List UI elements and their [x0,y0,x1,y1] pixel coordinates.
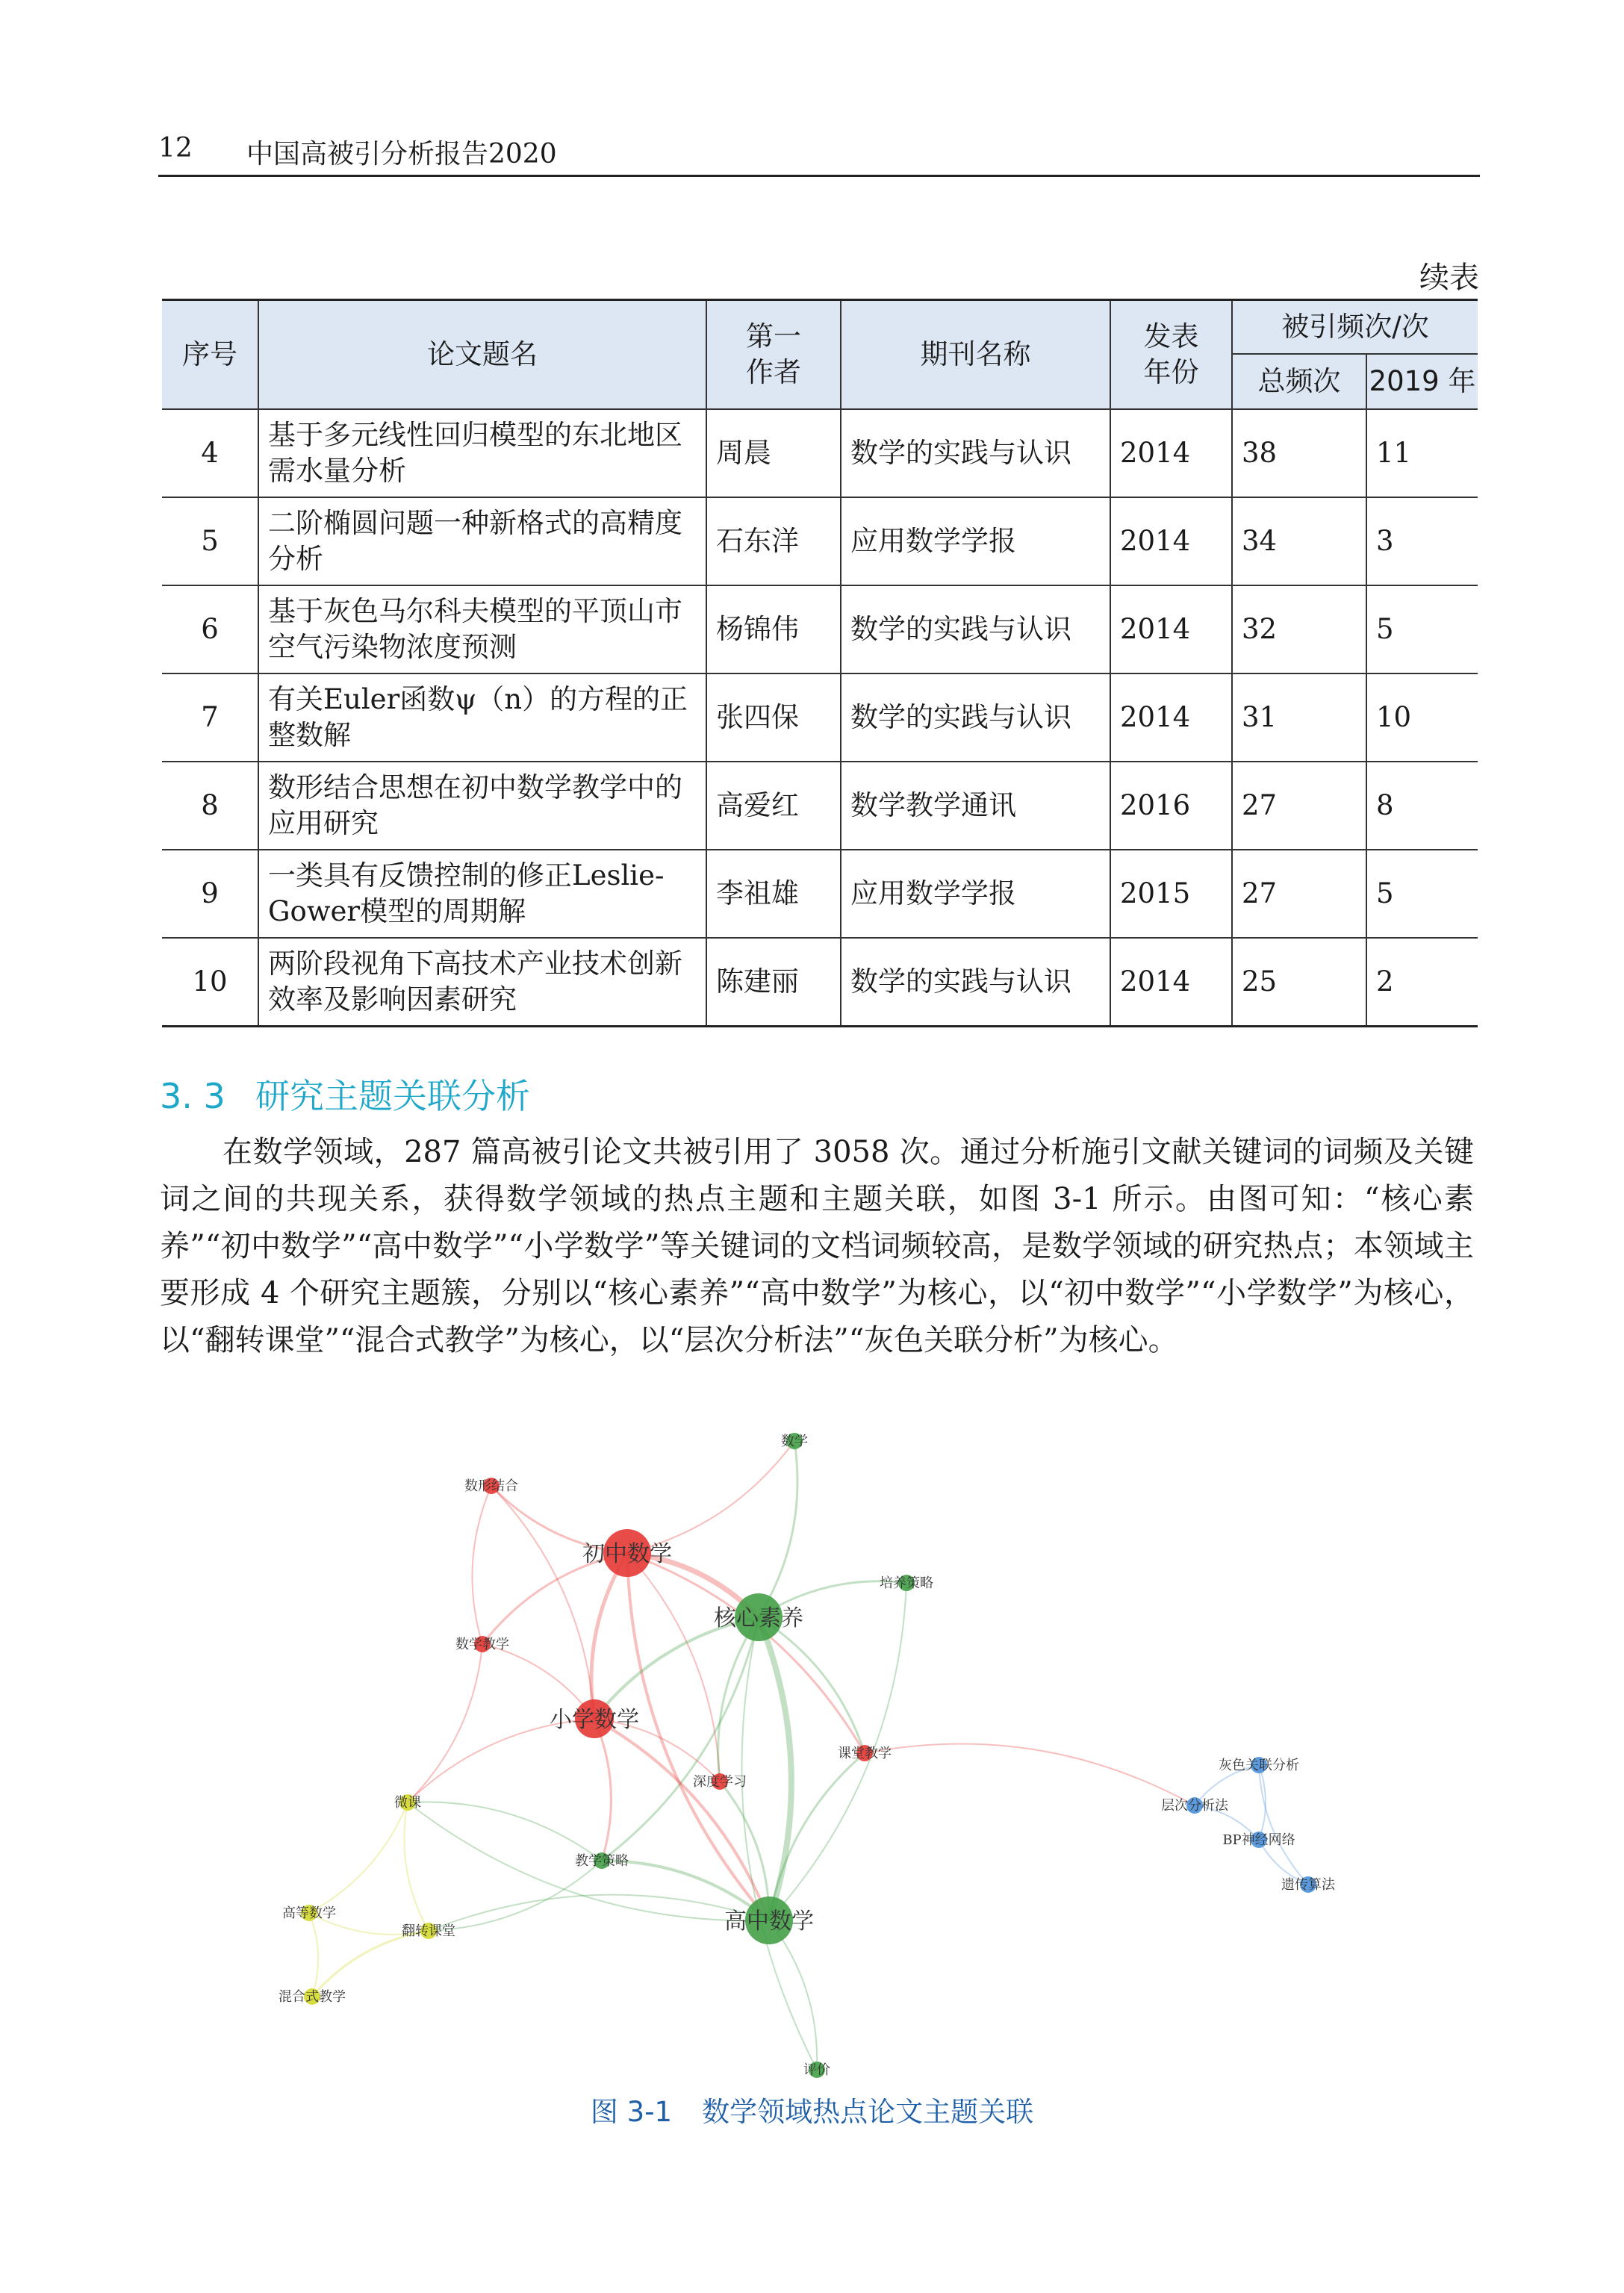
network-node-label: BP神经网络 [1222,1832,1295,1848]
cell-title: 一类具有反馈控制的修正Leslie-Gower模型的周期解 [258,850,706,938]
figure-caption [0,2089,1624,2129]
network-node-label: 遗传算法 [1281,1877,1335,1893]
citation-table [162,299,1478,1027]
network-edge [627,1441,794,1553]
header-year: 发表年份 [1110,300,1232,410]
cell-title: 两阶段视角下高技术产业技术创新效率及影响因素研究 [258,938,706,1027]
page-header [158,133,1480,177]
network-edge [309,1802,408,1913]
network-node-label: 高等数学 [282,1905,336,1921]
network-edge [472,1486,491,1644]
cell-author: 石东洋 [706,497,841,585]
page-number: 12 [158,133,193,164]
cell-journal: 数学的实践与认识 [841,409,1110,497]
running-title: 中国高被引分析报告2020 [246,139,557,169]
cell-author: 张四保 [706,673,841,762]
cell-author: 周晨 [706,409,841,497]
cell-author: 杨锦伟 [706,585,841,673]
network-node-label: 初中数学 [582,1541,672,1567]
table-row [162,409,1478,497]
network-edge [591,1553,627,1719]
cell-journal: 数学的实践与认识 [841,673,1110,762]
cell-journal: 应用数学学报 [841,850,1110,938]
header-journal: 期刊名称 [841,300,1110,410]
figure-caption-title: 数学领域热点论文主题关联 [702,2096,1034,2128]
cell-total: 27 [1232,850,1366,938]
network-node-label: 评价 [803,2062,830,2078]
network-node-label: 翻转课堂 [402,1923,455,1939]
cell-year: 2014 [1110,497,1232,585]
cell-year: 2014 [1110,938,1232,1027]
cell-journal: 数学的实践与认识 [841,585,1110,673]
cell-title: 基于灰色马尔科夫模型的平顶山市空气污染物浓度预测 [258,585,706,673]
header-title: 论文题名 [258,300,706,410]
network-node-label: 高中数学 [724,1908,814,1935]
cell-index: 7 [162,673,258,762]
network-edge [865,1744,1195,1805]
cell-index: 10 [162,938,258,1027]
header-author: 第一作者 [706,300,841,410]
network-node-label: 层次分析法 [1161,1798,1228,1814]
cell-year: 2014 [1110,673,1232,762]
network-node-label: 混合式教学 [279,1989,346,2005]
cell-author: 高爱红 [706,762,841,850]
network-nodes [279,1433,1336,2078]
cell-y2019: 11 [1366,409,1478,497]
cell-journal: 数学教学通讯 [841,762,1110,850]
header-total: 总频次 [1232,354,1366,409]
network-edge [759,1617,865,1753]
header-2019: 2019 年 [1366,354,1478,409]
cell-author: 陈建丽 [706,938,841,1027]
table-header-row [162,300,1478,355]
cell-total: 32 [1232,585,1366,673]
header-citations-group: 被引频次/次 [1232,300,1478,355]
network-node-label: 培养策略 [880,1575,933,1591]
network-node-label: 数学 [781,1434,808,1449]
network-edge [769,1753,865,1920]
network-edge [408,1644,482,1802]
network-edge [1259,1765,1308,1885]
cell-year: 2014 [1110,585,1232,673]
section-number: 3. 3 [160,1076,225,1116]
network-node-label: 数学教学 [455,1637,509,1652]
cell-y2019: 8 [1366,762,1478,850]
cell-author: 李祖雄 [706,850,841,938]
table-continued-label: 续表 [1419,261,1479,295]
cell-y2019: 3 [1366,497,1478,585]
table-row [162,497,1478,585]
cell-title: 基于多元线性回归模型的东北地区需水量分析 [258,409,706,497]
cell-y2019: 5 [1366,850,1478,938]
cell-total: 38 [1232,409,1366,497]
cell-journal: 数学的实践与认识 [841,938,1110,1027]
network-node-label: 数形结合 [464,1478,518,1494]
table-row [162,938,1478,1027]
network-node-label: 灰色关联分析 [1219,1758,1299,1773]
cell-y2019: 10 [1366,673,1478,762]
network-edge [404,1802,429,1931]
network-edge [309,1913,318,1997]
network-node-label: 教学策略 [575,1853,629,1869]
network-node-label: 深度学习 [693,1774,747,1790]
cell-index: 6 [162,585,258,673]
network-edge [594,1719,611,1861]
network-edges [309,1441,1308,2070]
network-node-label: 核心素养 [714,1605,803,1631]
cell-title: 有关Euler函数ψ（n）的方程的正整数解 [258,673,706,762]
cell-total: 34 [1232,497,1366,585]
cell-y2019: 5 [1366,585,1478,673]
figure-caption-label: 图 3-1 [590,2096,673,2128]
section-title: 研究主题关联分析 [255,1076,530,1116]
network-edge [312,1931,429,1997]
cell-title: 数形结合思想在初中数学教学中的应用研究 [258,762,706,850]
cell-index: 8 [162,762,258,850]
network-node-label: 小学数学 [550,1707,639,1733]
network-edge [491,1486,594,1719]
table-row [162,673,1478,762]
header-index: 序号 [162,300,258,410]
network-edge [627,1553,865,1753]
cell-index: 9 [162,850,258,938]
table-row [162,850,1478,938]
keyword-network-graph [246,1411,1366,2083]
network-edge [408,1802,602,1861]
network-edge [759,1441,797,1617]
cell-index: 5 [162,497,258,585]
network-node-label: 课堂教学 [838,1746,892,1761]
network-node-label: 微课 [394,1795,421,1811]
cell-total: 25 [1232,938,1366,1027]
cell-total: 27 [1232,762,1366,850]
section-heading [160,1069,530,1119]
cell-total: 31 [1232,673,1366,762]
table-row [162,585,1478,673]
cell-year: 2015 [1110,850,1232,938]
body-paragraph: 在数学领域，287 篇高被引论文共被引用了 3058 次。通过分析施引文献关键词的词频及关键词之间的共现关系，获得数学领域的热点主题和主题关联，如图 3-1 所示。由图可知：“核心素养”“初中数学”“高中数学”“小学数学”等关键词的文档词频较高，是数学领域的研究热点；本领域主要形成 4 个研究主题簇，分别以“核心素养”“高中数学”为核心，以“初中数学”“小学数学”为核心，以“翻转课堂”“混合式教学”为核心，以“层次分析法”“灰色关联分析”为核心。 [160,1135,1474,1357]
cell-index: 4 [162,409,258,497]
cell-journal: 应用数学学报 [841,497,1110,585]
table-row [162,762,1478,850]
cell-y2019: 2 [1366,938,1478,1027]
network-edge [759,1617,791,1920]
cell-year: 2014 [1110,409,1232,497]
cell-title: 二阶椭圆问题一种新格式的高精度分析 [258,497,706,585]
cell-year: 2016 [1110,762,1232,850]
